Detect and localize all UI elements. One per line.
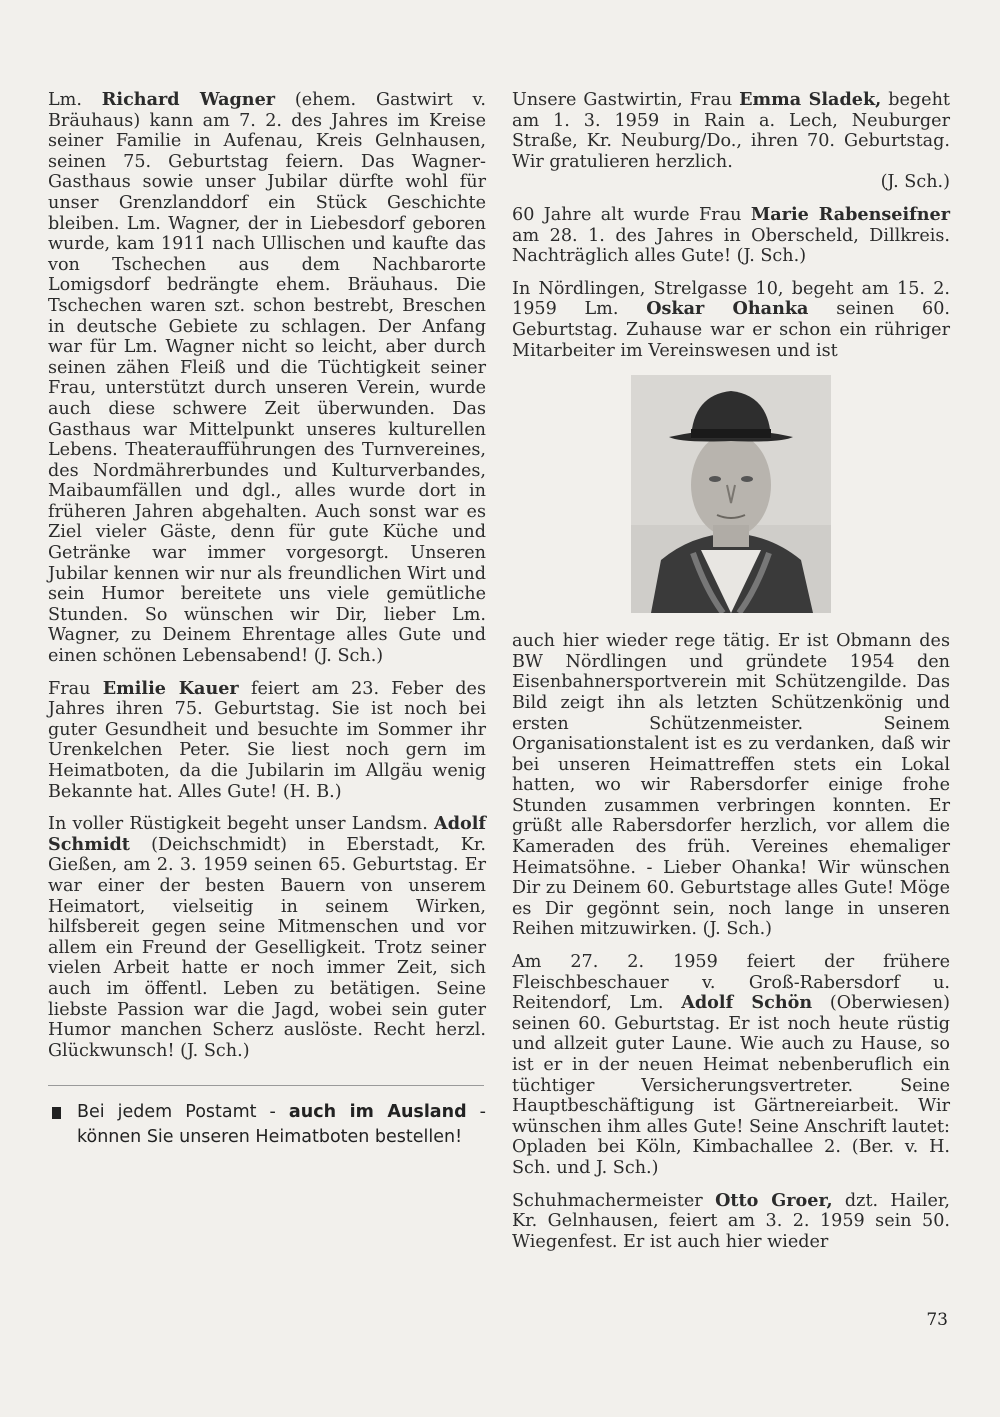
article-ohanka: In Nördlingen, Strelgasse 10, begeht am 15. 2. 1959 Lm. Oskar Ohanka seinen 60. Geburtstag. Zuhause war er schon ein rühriger Mitarbeiter im Vereinswesen und ist auch hier wieder rege tätig. Er ist Obmann des BW Nördlingen und gründete 1954 den Eisenbahnersportverein mit Schützengilde. Das Bild zeigt ihn als letzten Schützenkönig und ersten Schützenmeister. Seinem Organisationstalent ist es zu verdanken, daß wir bei unseren Heimattreffen stets ein Lokal hatten, wo wir Rabersdorfer einige frohe Stunden zusammen verbringen konnten. Er grüßt alle Rabersdorfer herzlich, vor allem die Kameraden des früh. Vereines ehemaliger Heimatsöhne. - Lieber Ohanka! Wir wünschen Dir zu Deinem 60. Geburtstage alles Gute! Möge es Dir gegönnt sein, noch lange in unseren Reihen mitzuwirken. (J. Sch.): [512, 278, 951, 940]
bullet-square-icon: [52, 1107, 61, 1119]
name-emilie-kauer: Emilie Kauer: [102, 677, 239, 699]
name-richard-wagner: Richard Wagner: [101, 89, 276, 110]
subscription-notice: Bei jedem Postamt - auch im Ausland - können Sie unseren Heimatboten bestellen!: [48, 1100, 486, 1150]
page-number: 73: [926, 1310, 948, 1330]
name-adolf-schoen: Adolf Schön: [681, 992, 813, 1014]
divider-line: [48, 1085, 484, 1086]
name-otto-groer: Otto Groer,: [715, 1189, 833, 1211]
portrait-image: [631, 375, 831, 613]
right-column: [512, 90, 950, 1264]
article-groer: Schuhmachermeister Otto Groer, dzt. Hailer, Kr. Gelnhausen, feiert am 3. 2. 1959 sein 50. Wiegenfest. Er ist auch hier wieder: [512, 1189, 950, 1252]
name-marie-rabenseifner: Marie Rabenseifner: [750, 203, 951, 225]
name-emma-sladek: Emma Sladek,: [739, 89, 882, 110]
article-kauer: Frau Emilie Kauer feiert am 23. Feber des Jahres ihren 75. Geburtstag. Sie ist noch bei guter Gesundheit und besuchte im Sommer ihr Urenkelchen Peter. Sie liest noch gern im Heimatboten, da die Jubilarin im Allgäu wenig Bekannte hat. Alles Gute! (H. B.): [48, 677, 486, 802]
name-oskar-ohanka: Oskar Ohanka: [646, 298, 809, 320]
article-rabenseifner: 60 Jahre alt wurde Frau Marie Rabenseifner am 28. 1. des Jahres in Oberscheld, Dillkreis. Nachträglich alles Gute! (J. Sch.): [512, 203, 951, 267]
left-column: [48, 90, 486, 1150]
article-wagner: Lm. Richard Wagner (ehem. Gastwirt v. Bräuhaus) kann am 7. 2. des Jahres im Kreise seiner Familie in Aufenau, Kreis Gelnhausen, seinen 75. Geburtstag feiern. Das Wagner-Gasthaus sowie unser Jubilar dürfte wohl für unser Grenzlanddorf ein Stück Geschichte bleiben. Lm. Wagner, der in Liebesdorf geboren wurde, kam 1911 nach Ullischen und kaufte das von Tschechen aus dem Nachbarorte Lomigsdorf bedrängte ehem. Bräuhaus. Die Tschechen waren szt. schon bestrebt, Breschen in deutsche Gebiete zu schlagen. Der Anfang war für Lm. Wagner nicht so leicht, aber durch seinen zähen Fleiß und die Tüchtigkeit seiner Frau, unterstützt durch unseren Verein, wurde auch diese schwere Zeit überwunden. Das Gasthaus war Mittelpunkt unseres kulturellen Lebens. Theateraufführungen des Turnvereines, des Nordmährerbundes und Kulturverbandes, Maibaumfällen und dgl., alles wurde dort in früheren Jahren abgehalten. Auch sonst war es Ziel vieler Gäste, denn für gute Küche und Getränke war immer vorgesorgt. Unseren Jubilar kennen wir nur als freundlichen Wirt und sein Humor bereitete uns viele gemütliche Stunden. So wünschen wir Dir, lieber Lm. Wagner, zu Deinem Ehrentage alles Gute und einen schönen Lebensabend! (J. Sch.): [48, 89, 486, 667]
article-schmidt: In voller Rüstigkeit begeht unser Landsm. Adolf Schmidt (Deichschmidt) in Eberstadt, Kr. Gießen, am 2. 3. 1959 seinen 65. Geburtstag. Er war einer der besten Bauern von unserem Heimatort, vielseitig in seinem Wirken, hilfsbereit gegen seine Mitmenschen und vor allem ein Freund der Geselligkeit. Trotz seiner vielen Arbeit hatte er noch immer Zeit, sich auch im öffentl. Leben zu betätigen. Seine liebste Passion war die Jagd, wobei sein guter Humor manchen Scherz auslöste. Recht herzl. Glückwunsch! (J. Sch.): [48, 813, 487, 1061]
name-adolf-schmidt: Adolf Schmidt: [48, 813, 486, 855]
article-schoen: Am 27. 2. 1959 feiert der frühere Fleischbeschauer v. Groß-Rabersdorf u. Reitendorf, Lm. Adolf Schön (Oberwiesen) seinen 60. Geburtstag. Er ist noch heute rüstig und allzeit guter Laune. Wie auch zu Hause, so ist er in der neuen Heimat nebenberuflich ein tüchtiger Versicherungsvertreter. Seine Hauptbeschäftigung ist Gärtnereiarbeit. Wir wünschen ihm alles Gute! Seine Anschrift lautet: Opladen bei Köln, Kimbachallee 2. (Ber. v. H. Sch. und J. Sch.): [512, 952, 950, 1178]
article-sladek: Unsere Gastwirtin, Frau Emma Sladek, begeht am 1. 3. 1959 in Rain a. Lech, Neuburger Straße, Kr. Neuburg/Do., ihren 70. Geburtstag. Wir gratulieren herzlich. (J. Sch.): [512, 89, 950, 193]
portrait-photo: [631, 375, 831, 613]
